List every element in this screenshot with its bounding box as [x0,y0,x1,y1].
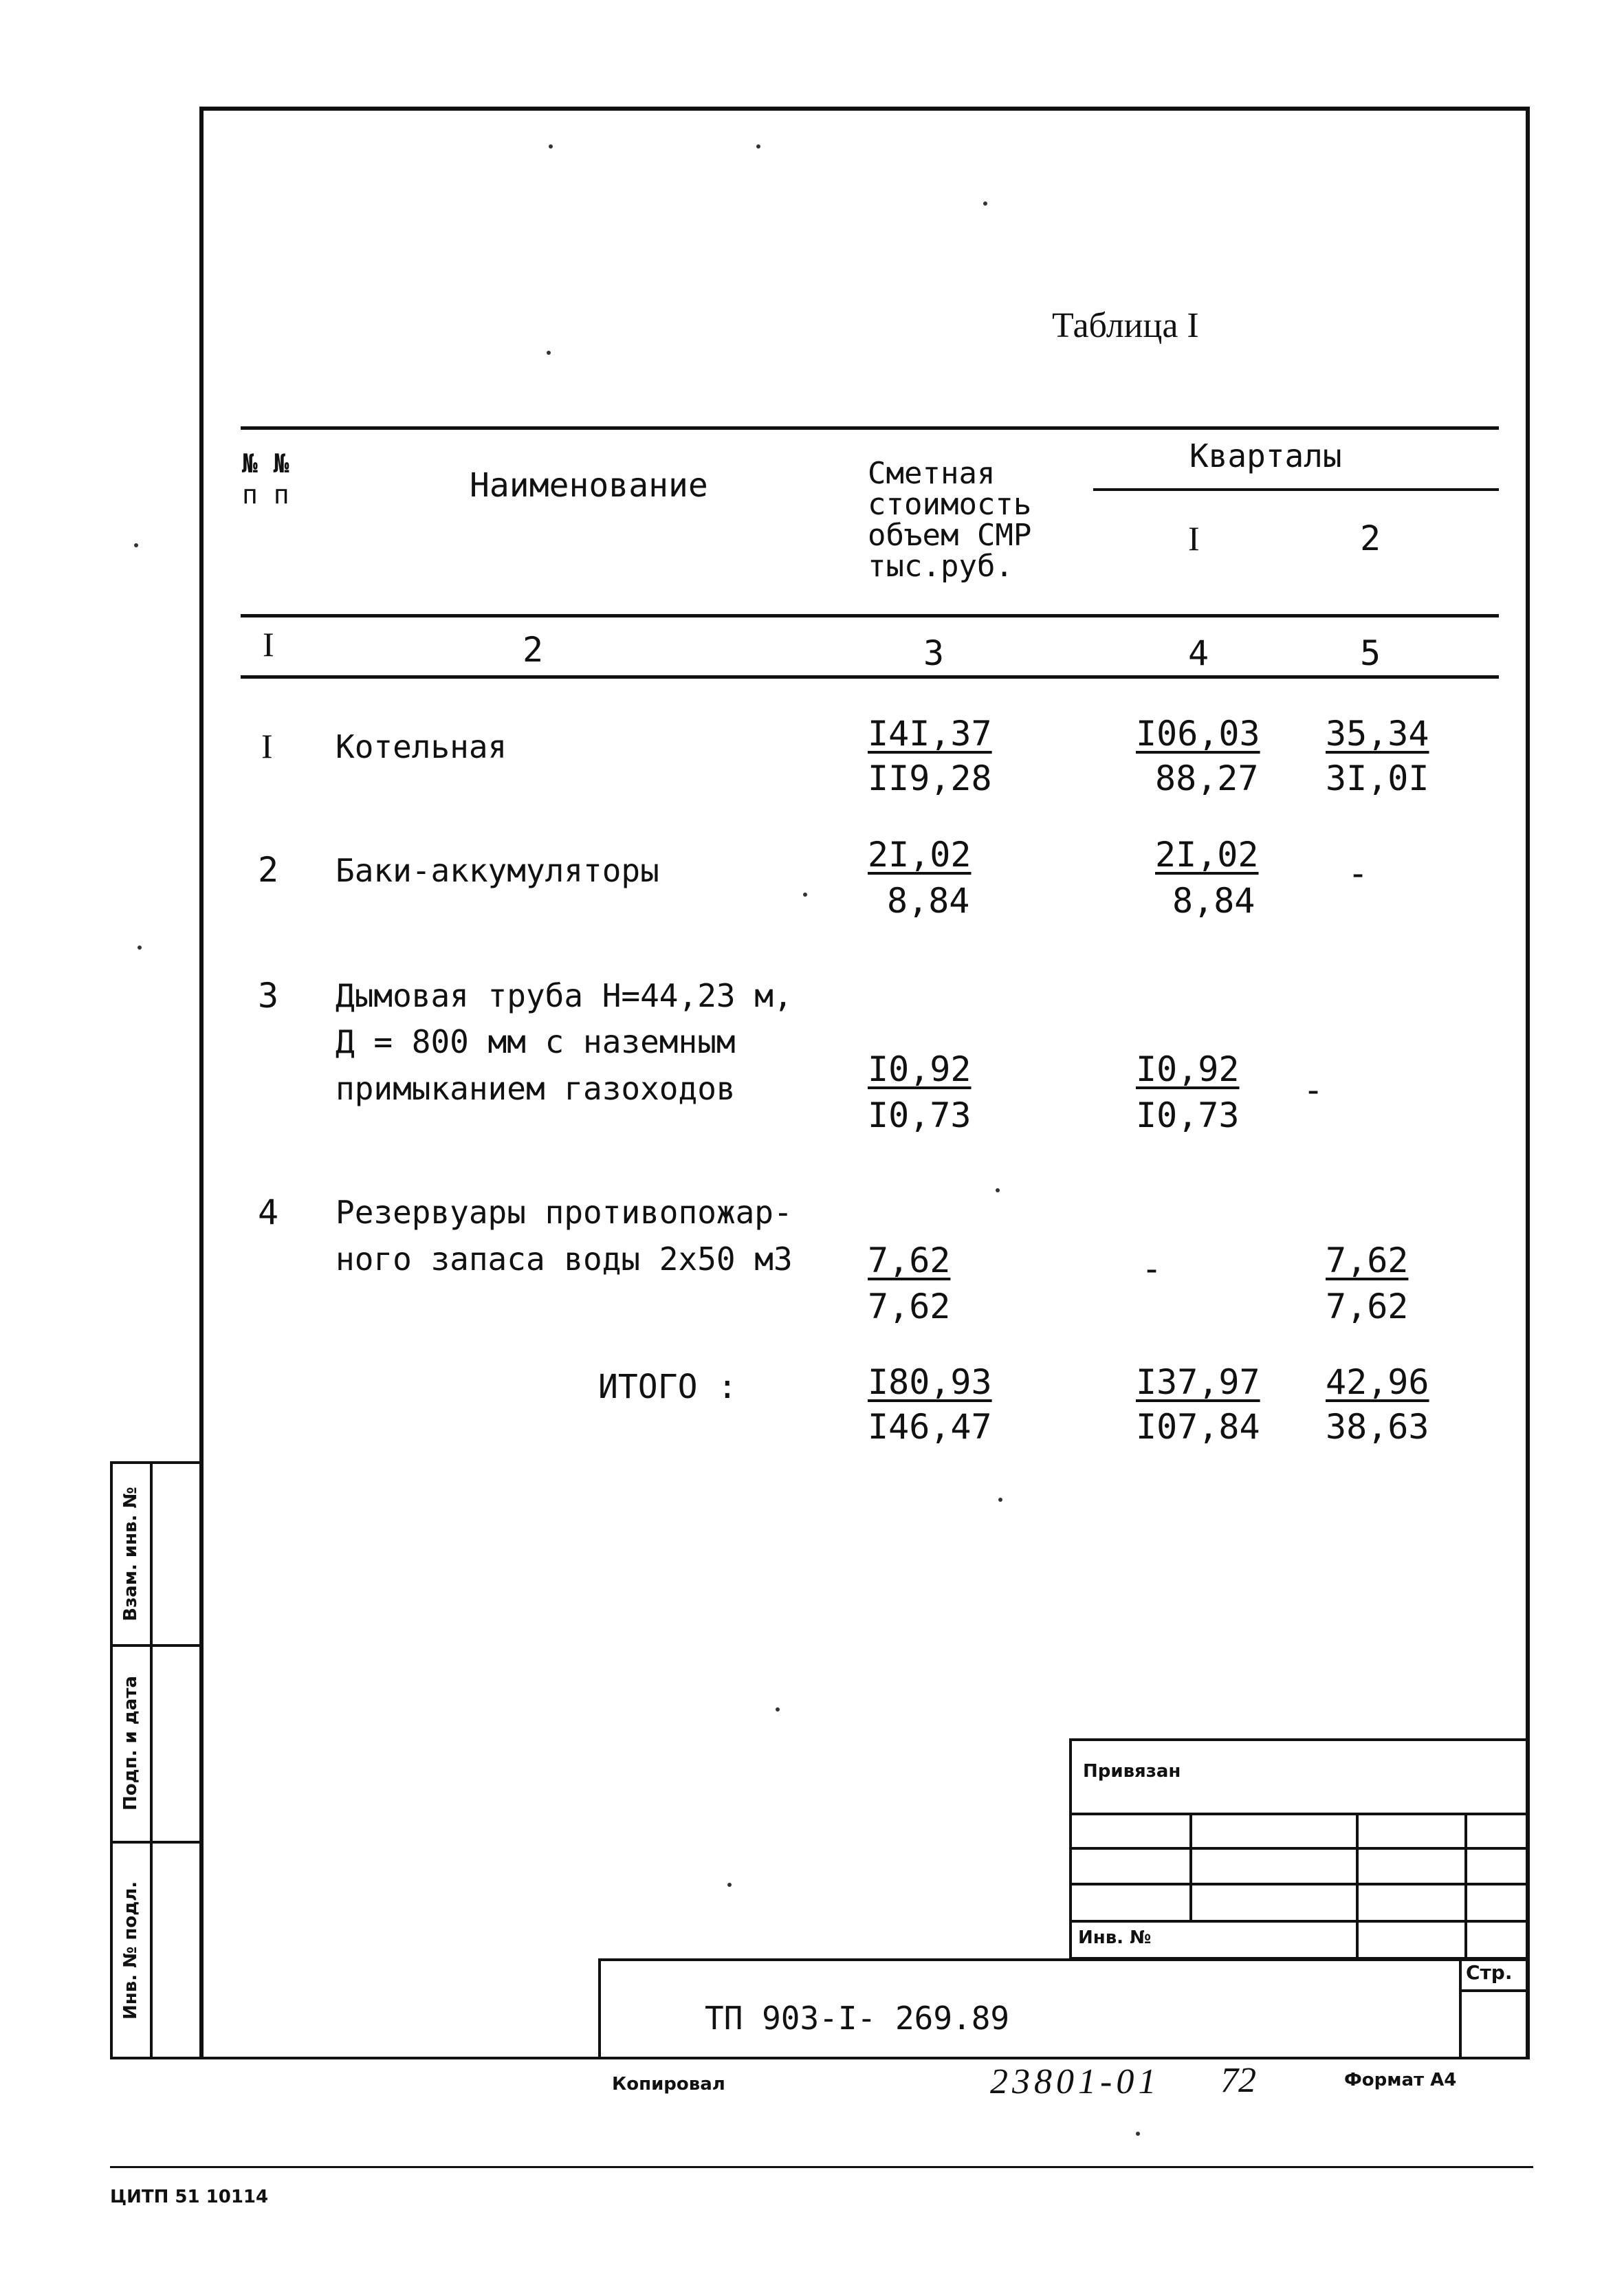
scan-speck [727,1883,732,1887]
header-cost-line: тыс.руб. [868,549,1013,584]
stamp-grid-col [1189,1813,1192,1921]
stamp-grid-rule [1069,1883,1530,1885]
scan-speck [547,351,551,355]
row-name-line: ного запаса воды 2х50 м3 [336,1240,793,1278]
stamp-grid [1069,1813,1530,1923]
q1-top: I0,92 [1136,1049,1240,1089]
row-number: 2 [258,850,279,890]
scan-speck [134,543,138,547]
header-quarters: Кварталы [1189,437,1342,474]
row-name-line: Дымовая труба Н=44,23 м, [336,977,793,1014]
col-number-3: 3 [923,633,945,673]
scan-speck [776,1707,780,1712]
side-divider [150,1461,153,2059]
q2-dash: - [1303,1070,1324,1110]
total-q1-top: I37,97 [1136,1362,1260,1402]
q1-bottom: I0,73 [1136,1095,1240,1135]
scan-speck [983,201,987,206]
cost-bottom: 8,84 [887,881,970,921]
scan-speck [138,945,142,950]
stamp-grid-col [1464,1813,1467,1958]
col-number-2: 2 [523,630,544,670]
row-name: Баки-аккумуляторы [336,852,659,889]
header-top-rule [241,426,1499,430]
q1-top: 2I,02 [1155,835,1259,875]
scan-speck [996,1188,1000,1192]
total-label: ИТОГО : [598,1368,738,1406]
total-cost-bottom: I46,47 [868,1407,992,1447]
header-cost-line: стоимость [868,487,1032,522]
stamp-page-label: Стр. [1466,1961,1513,1984]
cost-top: I0,92 [868,1049,972,1089]
stamp-privyazan: Привязан [1083,1761,1181,1782]
stamp-page-divider [1459,1958,1462,2059]
header-num-line2: п п [242,479,289,510]
scan-speck [756,144,760,149]
q2-top: 7,62 [1326,1240,1409,1280]
cost-top: 2I,02 [868,835,972,875]
row-number: 3 [258,976,279,1016]
row-number: I [261,727,273,765]
scan-speck [1136,2132,1140,2136]
row-name-line: Резервуары противопожар- [336,1194,793,1231]
row-name-line: примыканием газоходов [336,1070,736,1107]
stamp-grid-rule [1069,1847,1530,1850]
col-number-5: 5 [1360,633,1381,673]
quarters-rule [1093,488,1499,491]
side-label-podp: Подп. и дата [120,1676,141,1811]
side-label-vzam: Взам. инв. № [120,1487,141,1621]
col-number-4: 4 [1188,633,1209,673]
header-cost-line: объем СМР [868,518,1032,553]
scan-speck [998,1498,1002,1502]
q1-bottom: 88,27 [1155,758,1259,798]
q2-dash: - [1348,853,1369,893]
q1-bottom: 8,84 [1172,881,1255,921]
q1-top: I06,03 [1136,714,1260,754]
row-name: Котельная [336,728,507,765]
stamp-inv-left [1069,1920,1072,1960]
colnum-bottom-rule [241,675,1499,679]
header-q1: I [1188,519,1200,558]
header-bottom-rule [241,614,1499,617]
header-q2: 2 [1360,518,1381,558]
scan-speck [549,144,553,149]
cost-bottom: I0,73 [868,1095,972,1135]
total-q2-top: 42,96 [1326,1362,1429,1402]
stamp-grid-rule [1069,1920,1530,1923]
stamp-inv: Инв. № [1078,1927,1152,1948]
row-name-line: Д = 800 мм с наземным [336,1023,736,1060]
q2-bottom: 3I,0I [1326,758,1429,798]
stamp-grid-col [1356,1813,1359,1958]
row-number: 4 [258,1192,279,1232]
q2-bottom: 7,62 [1326,1287,1409,1326]
footer-kopiroval: Копировал [612,2074,725,2095]
footer-format: Формат А4 [1344,2070,1457,2090]
col-number-1: I [263,625,274,664]
scan-speck [803,893,807,897]
total-q2-bottom: 38,63 [1326,1407,1429,1447]
total-cost-top: I80,93 [868,1362,992,1402]
stamp-designation: ТП 903-I- 269.89 [705,2000,1010,2037]
cost-bottom: 7,62 [868,1287,951,1326]
header-cost-line: Сметная [868,456,996,491]
q2-top: 35,34 [1326,714,1429,754]
header-name: Наименование [470,466,708,505]
footer-page-number: 72 [1220,2061,1256,2100]
footer-handwritten-number: 23801-01 [990,2062,1161,2101]
table-title: Таблица I [1052,306,1199,345]
cost-top: I4I,37 [868,714,992,754]
footer-citp: ЦИТП 51 10114 [110,2187,269,2207]
total-q1-bottom: I07,84 [1136,1407,1260,1447]
cost-top: 7,62 [868,1240,951,1280]
side-label-inv: Инв. № подл. [120,1881,141,2020]
q1-dash: - [1141,1249,1163,1289]
cost-bottom: II9,28 [868,758,992,798]
header-num-line1: № № [242,448,289,479]
footer-bottom-rule [110,2166,1533,2168]
stamp-page-rule [1459,1989,1530,1992]
